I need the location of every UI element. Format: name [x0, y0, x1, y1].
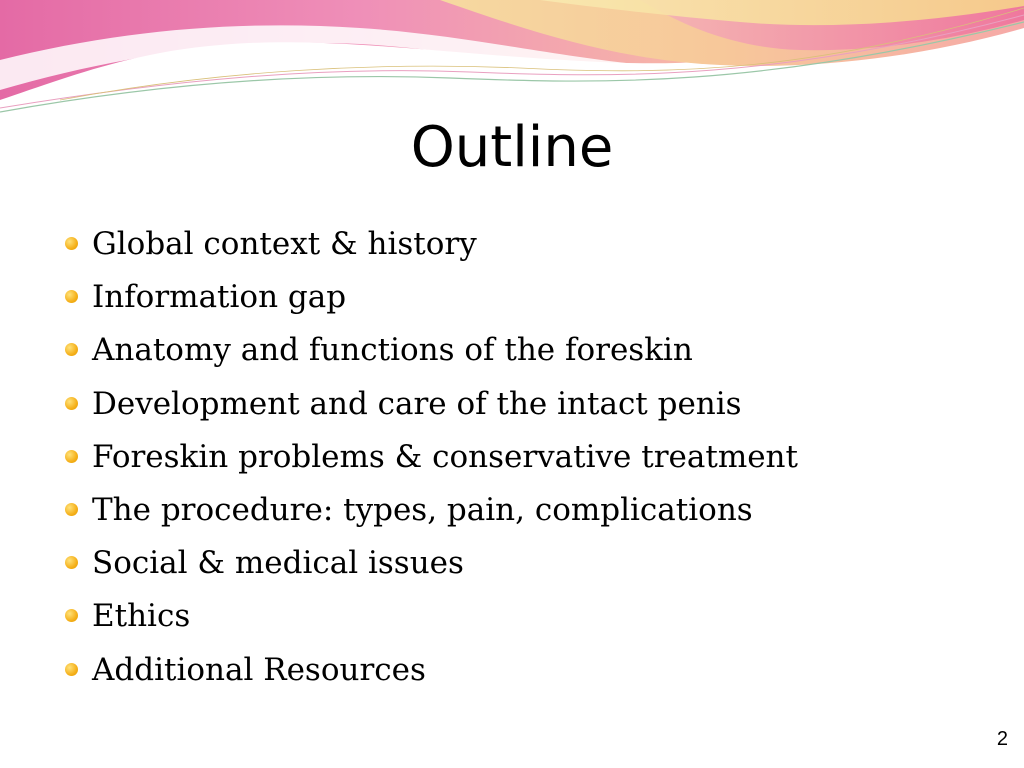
slide-number: 2	[996, 728, 1008, 750]
bullet-dot-icon	[65, 290, 78, 303]
list-item	[64, 431, 798, 484]
bullet-dot-icon	[65, 343, 78, 356]
list-item	[64, 644, 798, 697]
bullet-text: Foreskin problems & conservative treatment	[92, 438, 798, 475]
bullet-dot-icon	[65, 397, 78, 410]
bullet-dot-icon	[65, 663, 78, 676]
list-item	[64, 378, 798, 431]
bullet-text: Development and care of the intact penis	[92, 385, 742, 422]
bullet-dot-icon	[65, 609, 78, 622]
slide-title: Outline	[410, 115, 614, 180]
bullet-dot-icon	[65, 556, 78, 569]
bullet-dot-icon	[65, 503, 78, 516]
bullet-dot-icon	[65, 450, 78, 463]
list-item	[64, 590, 798, 643]
bullet-text: Global context & history	[92, 226, 477, 262]
bullet-dot-icon	[65, 237, 78, 250]
bullet-text: Additional Resources	[92, 651, 426, 688]
bullet-text: Information gap	[92, 279, 347, 316]
bullet-text: Anatomy and functions of the foreskin	[92, 332, 693, 369]
list-item	[64, 537, 798, 590]
bullet-text: The procedure: types, pain, complications	[92, 491, 753, 528]
list-item	[64, 484, 798, 537]
bullet-text: Ethics	[92, 598, 191, 635]
outline-list	[64, 218, 798, 697]
list-item	[64, 324, 798, 377]
bullet-text: Social & medical issues	[92, 545, 464, 582]
list-item	[64, 218, 798, 271]
list-item	[64, 271, 798, 324]
